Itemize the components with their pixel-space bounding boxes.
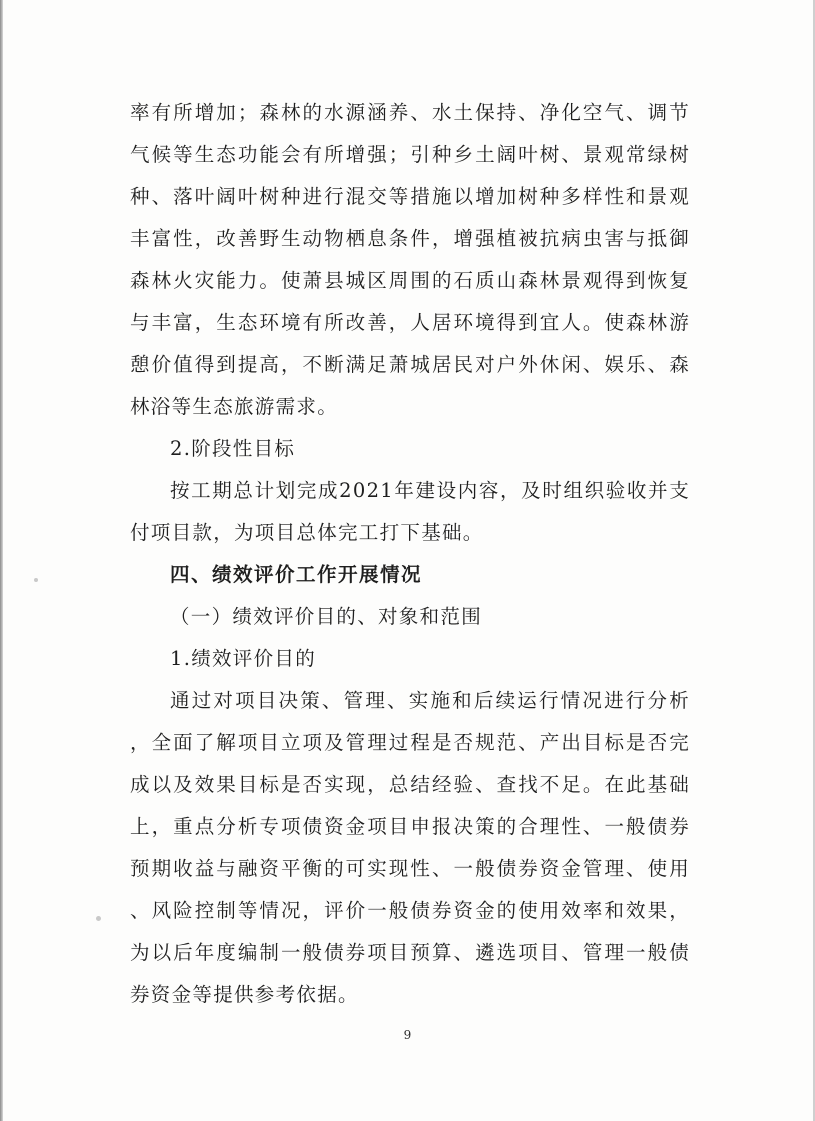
section-subheading: 1.绩效评价目的 <box>170 647 317 670</box>
paragraph-line: 憩价值得到提高，不断满足萧城居民对户外休闲、娱乐、森 <box>130 353 690 376</box>
paragraph-line: 种、落叶阔叶树种进行混交等措施以增加树种多样性和景观 <box>130 185 690 208</box>
paragraph-line: 、风险控制等情况，评价一般债券资金的使用效率和效果， <box>130 899 690 922</box>
paragraph-line: 付项目款，为项目总体完工打下基础。 <box>130 521 484 544</box>
paragraph-line: 森林火灾能力。使萧县城区周围的石质山森林景观得到恢复 <box>130 269 690 292</box>
paragraph-line: 成以及效果目标是否实现，总结经验、查找不足。在此基础 <box>130 773 690 796</box>
section-heading: 四、绩效评价工作开展情况 <box>170 563 423 586</box>
body-text <box>130 92 690 1016</box>
scan-speck <box>96 916 101 921</box>
scan-edge-left <box>0 0 3 1121</box>
paragraph-line: 为以后年度编制一般债券项目预算、遴选项目、管理一般债 <box>130 941 690 964</box>
paragraph-line: 通过对项目决策、管理、实施和后续运行情况进行分析 <box>170 689 690 712</box>
page-number: 9 <box>403 1028 412 1042</box>
paragraph-line: 气候等生态功能会有所增强；引种乡土阔叶树、景观常绿树 <box>130 143 690 166</box>
paragraph-line: 林浴等生态旅游需求。 <box>130 395 339 418</box>
section-subheading: 2.阶段性目标 <box>170 437 296 460</box>
paragraph-line: 上，重点分析专项债资金项目申报决策的合理性、一般债券 <box>130 815 690 838</box>
paragraph-line: 与丰富，生态环境有所改善，人居环境得到宜人。使森林游 <box>130 311 690 334</box>
paragraph-line: 预期收益与融资平衡的可实现性、一般债券资金管理、使用 <box>130 857 690 880</box>
paragraph-line: 按工期总计划完成2021年建设内容，及时组织验收并支 <box>170 479 690 502</box>
scan-speck <box>34 578 38 582</box>
paragraph-line: 丰富性，改善野生动物栖息条件，增强植被抗病虫害与抵御 <box>130 227 690 250</box>
paragraph-line: 券资金等提供参考依据。 <box>130 983 359 1006</box>
paragraph-line: ，全面了解项目立项及管理过程是否规范、产出目标是否完 <box>130 731 690 754</box>
paragraph-line: 率有所增加；森林的水源涵养、水土保持、净化空气、调节 <box>130 101 690 124</box>
section-subheading: （一）绩效评价目的、对象和范围 <box>170 605 483 628</box>
